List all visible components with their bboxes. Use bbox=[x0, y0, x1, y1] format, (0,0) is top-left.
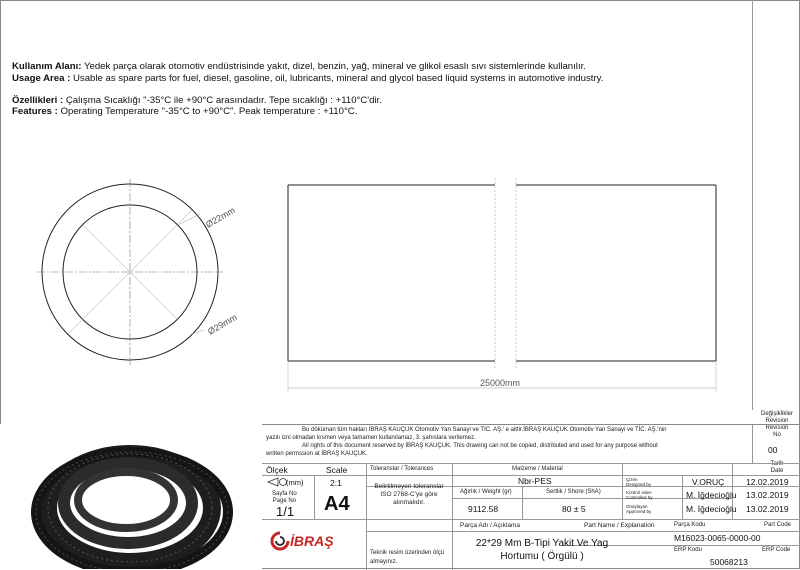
approved-date: 13.02.2019 bbox=[746, 504, 789, 514]
copyright-tr: Bu döküman tüm hakları İBRAŞ KAUÇUK Otomotiv Yan Sanayi ve TİC. AŞ.' e aittir.İBRAŞ KAUÇUK Otomotiv Yan Sanayi ve TİC. AŞ.'nin bbox=[302, 427, 667, 433]
copyright-en: All rights of this document reserved by İBRAŞ KAUÇUK. This drawing can not be copied, distributed and used for any purpose without bbox=[302, 443, 658, 449]
material-value: Nbr-PES bbox=[518, 476, 552, 486]
scale-label-tr: Ölçek bbox=[266, 465, 288, 475]
part-code: M16023-0065-0000-00 bbox=[674, 533, 761, 543]
drawn-by: V.ORUÇ bbox=[692, 477, 725, 487]
checked-by: M. İğdecioğlu bbox=[686, 490, 737, 500]
page-label: Sayfa No Page No bbox=[272, 491, 297, 504]
technical-note: Teknik resim üzerinden ölçü almayınız. bbox=[370, 550, 445, 565]
side-view bbox=[288, 178, 716, 392]
erp-code: 50068213 bbox=[710, 557, 748, 567]
hose-photo bbox=[0, 424, 262, 569]
date-label: Tarih Date bbox=[770, 461, 784, 474]
features-tr: Özellikleri : Çalışma Sıcaklığı "-35°C ile +90°C arasındadır. Tepe sıcaklığı : +110°C'dir. bbox=[12, 95, 382, 106]
revision-no-label: Revision No bbox=[765, 425, 789, 438]
copyright-en2: written permssion at İBRAŞ KAUÇUK. bbox=[266, 451, 368, 457]
part-name-line2: Hortumu ( Örgülü ) bbox=[500, 551, 584, 562]
company-logo bbox=[270, 529, 362, 553]
cross-section-view bbox=[37, 179, 239, 365]
checked-label: Kontrol eden Controlled by bbox=[626, 490, 653, 500]
outer-diameter-dim: Ø29mm bbox=[206, 312, 239, 337]
drawn-label: Çizen Designed by bbox=[626, 477, 652, 487]
logo-mark-icon bbox=[270, 531, 290, 551]
logo-text: İBRAŞ bbox=[290, 533, 334, 549]
usage-tr: Kullanım Alanı: Yedek parça olarak otomotiv endüstrisinde yakıt, dizel, benzin, yağ, mineral ve glikol esaslı sıvı sistemlerinde kullanılır. bbox=[12, 61, 586, 72]
erp-label-tr: ERP Kodu bbox=[674, 547, 702, 553]
scale-value: 2:1 bbox=[330, 478, 342, 488]
usage-en: Usage Area : Usable as spare parts for fuel, diesel, gasoline, oil, lubricants, mineral and glycol based liquid systems in automotive industry. bbox=[12, 73, 604, 84]
features-en: Features : Operating Temperature "-35°C to +90°C". Peak temperature : +110°C. bbox=[12, 106, 358, 117]
drawn-date: 12.02.2019 bbox=[746, 477, 789, 487]
page-no: 1/1 bbox=[276, 504, 295, 519]
part-name-label-en: Part Name / Explanation bbox=[584, 522, 655, 529]
material-header: Malzeme / Material bbox=[512, 466, 563, 472]
scale-label-en: Scale bbox=[326, 465, 348, 475]
approved-label: Onaylayan Approved by bbox=[626, 504, 652, 514]
erp-label-en: ERP Code bbox=[762, 547, 791, 553]
copyright-tr2: yazılı izni olmadan kısmen veya tamamen kullanılamaz, 3. şahıslara verilemez. bbox=[266, 435, 476, 441]
part-code-label-en: Part Code bbox=[764, 522, 792, 528]
part-code-label-tr: Parça Kodu bbox=[674, 522, 706, 528]
revision-no: 00 bbox=[768, 445, 778, 455]
title-block bbox=[262, 424, 800, 570]
unit: (mm) bbox=[286, 478, 304, 487]
tolerance-text: Belirtilmeyen toleranslar ISO 2768-C'ye göre alınmalıdır. bbox=[374, 483, 444, 506]
tolerance-header: Toleranslar / Tolerances bbox=[370, 466, 434, 472]
revision-header-en: Revision bbox=[765, 418, 789, 424]
projection-icon bbox=[266, 477, 288, 487]
hardness-header: Sertlik / Shore (ShA) bbox=[546, 489, 601, 495]
paper-size: A4 bbox=[324, 493, 350, 515]
inner-diameter-dim: Ø22mm bbox=[204, 205, 237, 230]
hardness-value: 80 ± 5 bbox=[562, 504, 586, 514]
weight-value: 9112.58 bbox=[468, 504, 499, 514]
checked-date: 13.02.2019 bbox=[746, 490, 789, 500]
part-name-label-tr: Parça Adı / Açıklama bbox=[460, 522, 520, 529]
revision-header-tr: Değişiklikler bbox=[760, 411, 793, 417]
part-name-line1: 22*29 Mm B-Tipi Yakit Ve Yag bbox=[475, 538, 609, 549]
length-dim: 25000mm bbox=[480, 378, 521, 388]
weight-header: Ağırlık / Weight (gr) bbox=[460, 489, 512, 495]
approved-by: M. İğdecioğlu bbox=[686, 504, 737, 514]
